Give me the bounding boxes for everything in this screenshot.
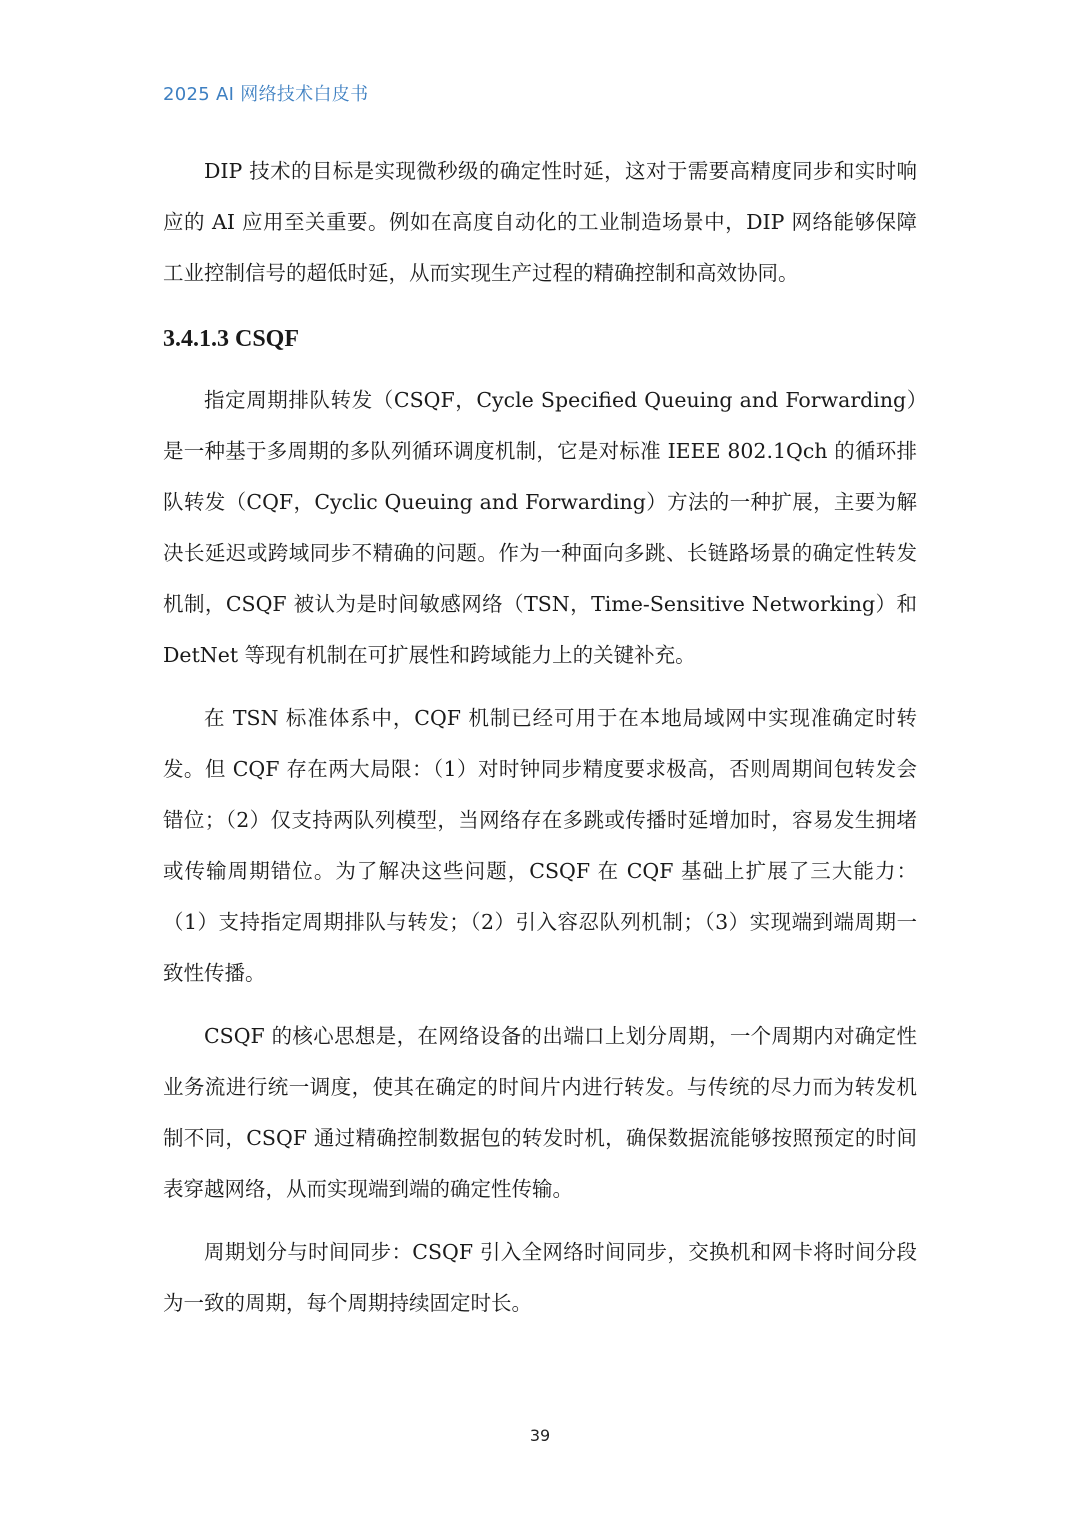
paragraph-cycle-division: 周期划分与时间同步：CSQF 引入全网络时间同步，交换机和网卡将时间分段为一致的周期，每个周期持续固定时长。	[163, 1240, 917, 1315]
paragraph-csqf-definition: 指定周期排队转发（CSQF，Cycle Specified Queuing and Forwarding）是一种基于多周期的多队列循环调度机制，它是对标准 IEEE 802.1Qch 的循环排队转发（CQF，Cyclic Queuing and Forwarding）方法的一种扩展，主要为解决长延迟或跨域同步不精确的问题。作为一种面向多跳、长链路场景的确定性转发机制，CSQF 被认为是时间敏感网络（TSN，Time-Sensitive Networking）和 DetNet 等现有机制在可扩展性和跨域能力上的关键补充。	[163, 388, 917, 667]
running-header: 2025 AI 网络技术白皮书	[163, 84, 369, 105]
intro-paragraph: DIP 技术的目标是实现微秒级的确定性时延，这对于需要高精度同步和实时响应的 AI 应用至关重要。例如在高度自动化的工业制造场景中，DIP 网络能够保障工业控制信号的超低时延，从而实现生产过程的精确控制和高效协同。	[163, 159, 917, 285]
page-number: 39	[529, 1426, 551, 1445]
section-heading: 3.4.1.3 CSQF	[163, 326, 300, 352]
paragraph-csqf-core-idea: CSQF 的核心思想是，在网络设备的出端口上划分周期，一个周期内对确定性业务流进行统一调度，使其在确定的时间片内进行转发。与传统的尽力而为转发机制不同，CSQF 通过精确控制数据包的转发时机，确保数据流能够按照预定的时间表穿越网络，从而实现端到端的确定性传输。	[163, 1024, 917, 1201]
paragraph-cqf-limitations: 在 TSN 标准体系中，CQF 机制已经可用于在本地局域网中实现准确定时转发。但 CQF 存在两大局限：（1）对时钟同步精度要求极高，否则周期间包转发会错位；（2）仅支持两队列模型，当网络存在多跳或传播时延增加时，容易发生拥堵或传输周期错位。为了解决这些问题，CSQF 在 CQF 基础上扩展了三大能力：（1）支持指定周期排队与转发；（2）引入容忍队列机制；（3）实现端到端周期一致性传播。	[163, 706, 917, 985]
page-body	[163, 146, 917, 1329]
